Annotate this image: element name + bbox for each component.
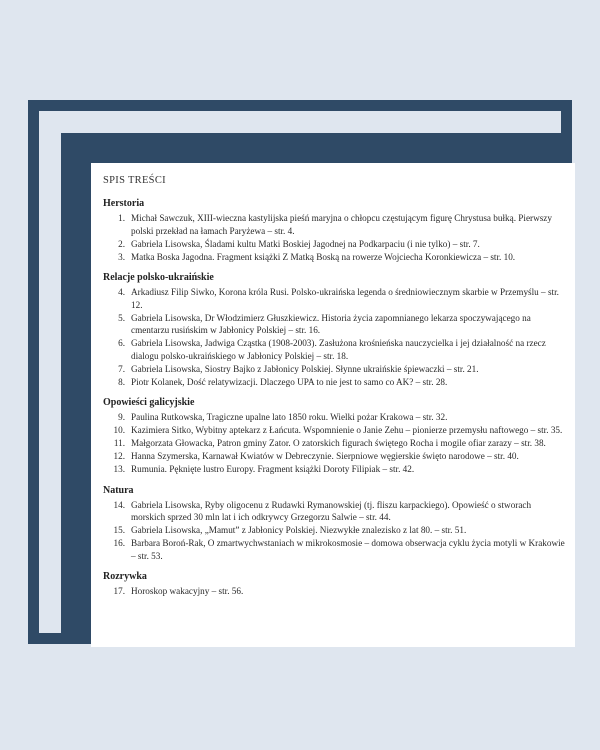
entry-text: Paulina Rutkowska, Tragiczne upalne lato 1850 roku. Wielki pożar Krakowa – str. 32. (131, 412, 448, 422)
entry-number: 17. (113, 586, 125, 596)
list-item (103, 337, 565, 362)
page-title: SPIS TREŚCI (103, 175, 166, 186)
entry-text: Piotr Kolanek, Dość relatywizacji. Dlaczego UPA to nie jest to samo co AK? – str. 28. (131, 376, 448, 387)
entry-number: 9. (118, 412, 125, 422)
entry-text: Gabriela Lisowska, Ryby oligocenu z Rudawki Rymanowskiej (tj. fliszu karpackiego). Opowieść o stworach morskich sprzed 30 mln lat i ich odkrywcy Grzegorzu Salwie – str. 44. (131, 499, 532, 522)
inner-frame (61, 133, 565, 633)
entry-list (103, 212, 565, 263)
contents-card (91, 163, 575, 647)
entry-number: 7. (118, 363, 125, 374)
list-item (103, 411, 565, 424)
section-heading: Natura (103, 484, 134, 496)
section-heading: Opowieści galicyjskie (103, 397, 195, 408)
entry-number: 14. (113, 499, 125, 510)
entry-number: 1. (118, 213, 125, 223)
list-item (103, 212, 565, 237)
entry-number: 13. (113, 464, 125, 474)
list-item (103, 238, 565, 251)
list-item (103, 450, 565, 463)
section-3 (103, 397, 565, 476)
list-item (103, 376, 565, 389)
frame-band (39, 111, 565, 633)
entry-list (103, 499, 565, 563)
entry-text: Gabriela Lisowska, Śladami kultu Matki Boskiej Jagodnej na Podkarpaciu (i nie tylko) – str. 7. (131, 238, 480, 249)
entry-number: 11. (113, 438, 125, 448)
entry-text: Gabriela Lisowska, „Mamut” z Jabłonicy Polskiej. Niezwykłe znalezisko z lat 80. – str. 51. (131, 525, 467, 535)
entry-number: 5. (118, 312, 125, 323)
entry-text: Kazimiera Sitko, Wybitny aptekarz z Łańcuta. Wspomnienie o Janie Zehu – pionierze przemysłu naftowego – str. 35. (131, 425, 563, 435)
entry-number: 2. (118, 238, 125, 249)
list-item (103, 437, 565, 450)
entry-text: Barbara Boroń-Rak, O zmartwychwstaniach w mikrokosmosie – domowa obserwacja cyklu życia motyli w Krakowie – str. 53. (131, 538, 565, 561)
entry-text: Gabriela Lisowska, Jadwiga Cząstka (1908-2003). Zasłużona krośnieńska nauczycielka i jej działalność na rzecz dialogu polsko-ukraińskiego w Jabłonicy Polskiej – str. 18. (131, 338, 546, 361)
entry-text: Matka Boska Jagodna. Fragment książki Z Matką Boską na rowerze Wojciecha Koronkiewicza – str. 10. (131, 251, 516, 262)
entry-number: 8. (118, 376, 125, 387)
entry-list (103, 286, 565, 388)
entry-number: 6. (118, 338, 125, 348)
section-4 (103, 485, 565, 563)
list-item (103, 424, 565, 437)
entry-text: Rumunia. Pęknięte lustro Europy. Fragment książki Doroty Filipiak – str. 42. (131, 464, 415, 474)
list-item (103, 524, 565, 537)
section-heading: Herstoria (103, 198, 145, 209)
entry-list (103, 585, 565, 598)
entry-number: 16. (113, 538, 125, 548)
section-2 (103, 272, 565, 388)
section-5 (103, 571, 565, 598)
section-1 (103, 198, 565, 263)
entry-number: 15. (113, 525, 125, 535)
section-heading: Rozrywka (103, 571, 147, 582)
list-item (103, 499, 565, 524)
list-item (103, 585, 565, 598)
list-item (103, 312, 565, 337)
list-item (103, 363, 565, 376)
list-item (103, 537, 565, 562)
entry-number: 12. (113, 451, 125, 461)
entry-text: Hanna Szymerska, Karnawał Kwiatów w Debreczynie. Sierpniowe węgierskie święto narodowe – str. 40. (131, 451, 519, 461)
entry-text: Gabriela Lisowska, Siostry Bajko z Jabłonicy Polskiej. Słynne ukraińskie śpiewaczki – str. 21. (131, 363, 479, 374)
list-item (103, 463, 565, 476)
entry-text: Małgorzata Głowacka, Patron gminy Zator. O zatorskich figurach świętego Rocha i mogile ofiar zarazy – str. 38. (131, 438, 546, 448)
list-item (103, 251, 565, 264)
section-heading: Relacje polsko-ukraińskie (103, 272, 214, 283)
entry-number: 4. (118, 287, 125, 297)
entry-text: Gabriela Lisowska, Dr Włodzimierz Głuszkiewicz. Historia życia zapomnianego lekarza spoczywającego na cmentarzu rusińskim w Jabłonicy Polskiej – str. 16. (131, 312, 531, 335)
sections-container (103, 198, 565, 598)
entry-text: Arkadiusz Filip Siwko, Korona króla Rusi. Polsko-ukraińska legenda o średniowiecznym skarbie w Przemyślu – str. 12. (131, 287, 559, 310)
entry-list (103, 411, 565, 476)
entry-text: Horoskop wakacyjny – str. 56. (131, 586, 244, 596)
entry-number: 10. (113, 425, 125, 435)
list-item (103, 286, 565, 311)
entry-text: Michał Sawczuk, XIII-wieczna kastylijska pieśń maryjna o chłopcu częstującym figurę Chrystusa bułką. Pierwszy polski przekład na łamach Paryżewa – str. 4. (131, 213, 552, 236)
entry-number: 3. (118, 251, 125, 262)
outer-frame (28, 100, 572, 644)
